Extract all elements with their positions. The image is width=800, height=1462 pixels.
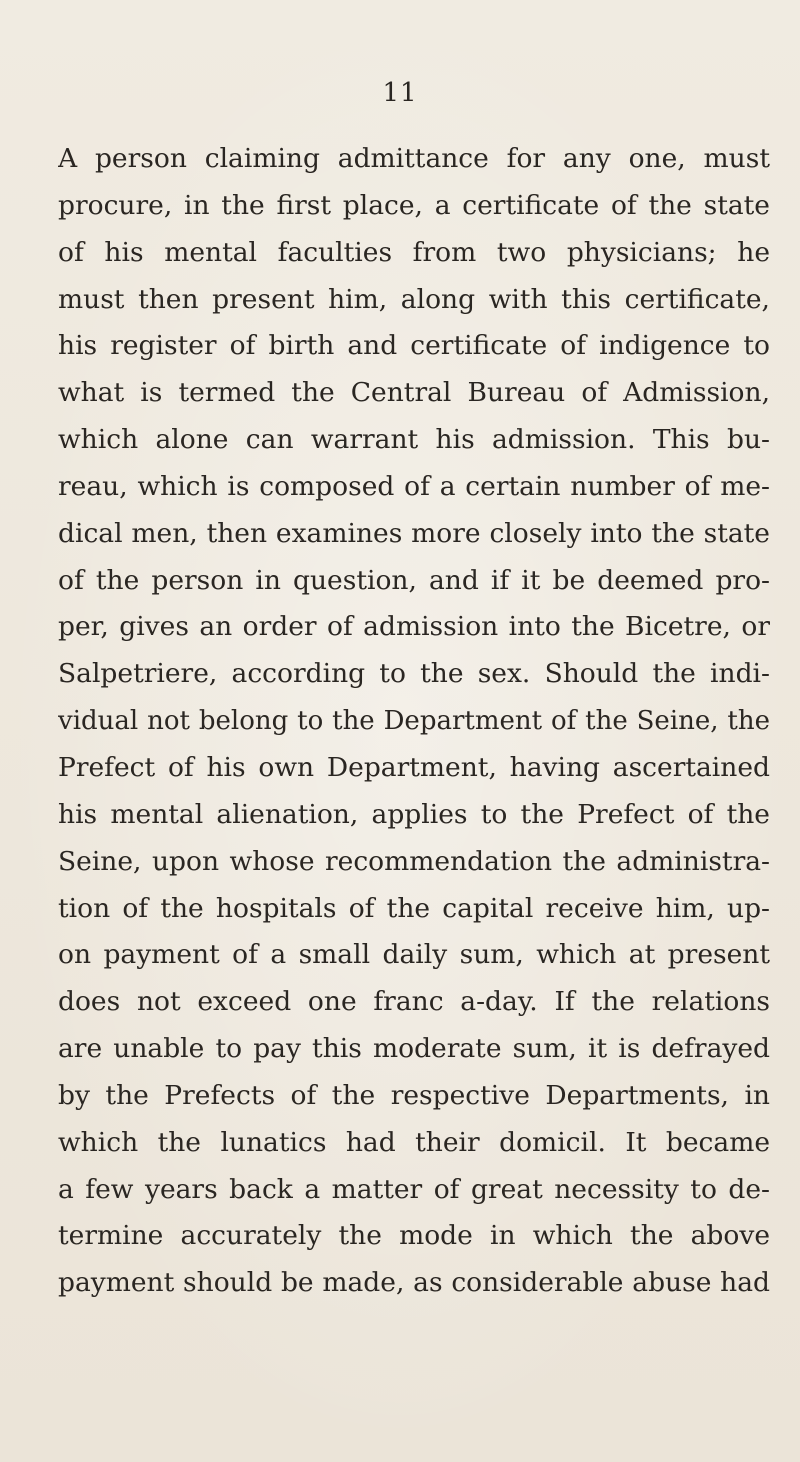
text-line: dical men, then examines more closely into the state [58, 517, 770, 549]
text-line: of the person in question, and if it be deemed pro- [58, 564, 770, 596]
text-line: a few years back a matter of great necessity to de- [58, 1173, 770, 1205]
text-line: procure, in the first place, a certificate of the state [58, 189, 770, 221]
text-line: which the lunatics had their domicil. It became [58, 1126, 770, 1158]
text-line: what is termed the Central Bureau of Admission, [58, 377, 770, 409]
text-line: must then present him, along with this certificate, [58, 283, 770, 315]
text-line: payment should be made, as considerable abuse had [58, 1267, 770, 1299]
text-line: on payment of a small daily sum, which at present [58, 939, 770, 971]
text-line: A person claiming admittance for any one, must [58, 143, 770, 174]
text-line: which alone can warrant his admission. This bu- [58, 424, 770, 456]
text-line: tion of the hospitals of the capital receive him, up- [58, 892, 770, 924]
text-line: his register of birth and certificate of indigence to [58, 330, 770, 362]
text-line: reau, which is composed of a certain number of me- [58, 470, 770, 502]
text-line: vidual not belong to the Department of the Seine, the [58, 706, 770, 737]
text-line: per, gives an order of admission into the Bicetre, or [58, 611, 770, 643]
body-text [58, 136, 770, 1307]
text-line: of his mental faculties from two physicians; he [58, 236, 770, 268]
text-line: Prefect of his own Department, having ascertained [58, 751, 770, 783]
text-line: by the Prefects of the respective Departments, in [58, 1079, 770, 1111]
text-line: are unable to pay this moderate sum, it is defrayed [58, 1033, 770, 1065]
page-number: 11 [382, 78, 418, 108]
text-line: Salpetriere, according to the sex. Should the indi- [58, 658, 770, 690]
text-line: Seine, upon whose recommendation the administra- [58, 845, 770, 877]
text-line: termine accurately the mode in which the above [58, 1220, 770, 1252]
text-line: does not exceed one franc a-day. If the relations [58, 986, 770, 1018]
text-line: his mental alienation, applies to the Prefect of the [58, 798, 770, 830]
